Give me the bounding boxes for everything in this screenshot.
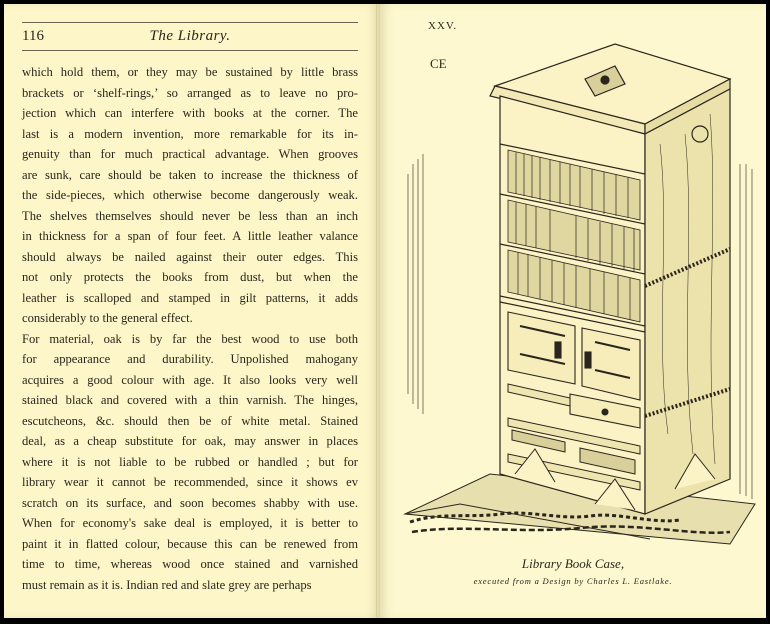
plate-caption: Library Book Case, [521, 556, 625, 571]
books [508, 150, 640, 322]
running-title: The Library. [149, 28, 231, 44]
text-line: genuity than for much practical advantage. When grooves [22, 147, 358, 161]
text-line: where it is not liable to be rubbed or handled ; but for [22, 454, 358, 469]
text-line: time to time, whereas wood once stained and varnished [22, 557, 358, 571]
text-line: escutcheons, &c. should then be of white metal. Stained [22, 413, 358, 428]
text-line: stained black and covered with a thin varnish. The hinges, [22, 393, 358, 407]
text-line: deal, as a cheap substitute for oak, may answer in places [22, 434, 358, 448]
text-line: which hold them, or they may be sustained by little brass [22, 65, 358, 79]
text-line: paint it in flatted colour, because this can be renewed from [22, 536, 358, 551]
text-line: last is a modern invention, more remarkable for its in- [22, 126, 358, 141]
text-line: are sunk, care should be taken to increase the thickness of [22, 167, 358, 182]
right-page [380, 4, 766, 618]
page-number: 116 [22, 28, 44, 44]
text-line: for appearance and durability. Unpolished mahogany [22, 352, 358, 366]
left-page [4, 4, 380, 618]
page-header [22, 28, 358, 48]
text-line: library wear it cannot be recommended, since it shows ev [22, 475, 358, 489]
text-line: acquires a good colour with age. It also looks very well [22, 372, 358, 387]
top-rule [22, 22, 358, 23]
text-line: in thickness for a span of four feet. A little leather valance [22, 229, 358, 243]
header-rule [22, 50, 358, 51]
text-line: For material, oak is by far the best wood to use both [22, 331, 358, 346]
text-line: scratch on its surface, and soon becomes shabby with use. [22, 495, 358, 510]
plate-credit: executed from a Design by Charles L. Eastlake. [473, 576, 673, 586]
book-spread [4, 4, 766, 618]
text-line: must remain as it is. Indian red and slate grey are perhaps [22, 577, 312, 592]
body-text [22, 62, 358, 595]
designer-monogram: CE [430, 56, 447, 71]
text-line: considerably to the general effect. [22, 311, 193, 325]
text-line: should always be nailed against their outer edges. This [22, 249, 358, 264]
text-line: brackets or ‘shelf-rings,’ so arranged as to leave no pro- [22, 85, 358, 100]
text-line: not only protects the books from dust, but when the [22, 270, 358, 284]
text-line: When for economy's sake deal is employed, it is better to [22, 516, 358, 530]
bookcase-illustration [400, 34, 760, 549]
text-line: The shelves themselves should never be less than an inch [22, 208, 358, 223]
text-line: leather is scalloped and stamped in gilt patterns, it adds [22, 290, 358, 305]
text-line: jection which can interfere with books at the corner. The [22, 106, 358, 120]
book-gutter [376, 4, 377, 618]
plate-number: XXV. [428, 20, 458, 32]
text-line: the side-pieces, which otherwise become dangerously weak. [22, 188, 358, 202]
